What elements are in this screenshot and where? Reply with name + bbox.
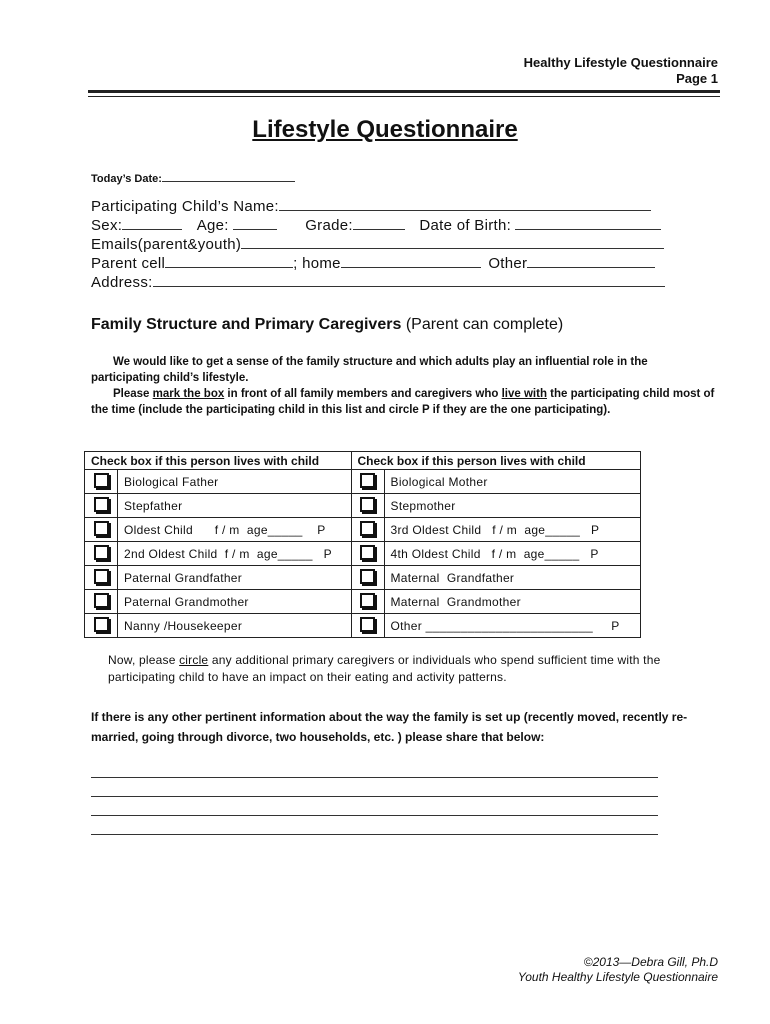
child-name-input[interactable]	[279, 197, 651, 211]
answer-line-1[interactable]	[91, 777, 658, 778]
parent-cell-input[interactable]	[165, 254, 293, 268]
circle-text-b: any additional primary caregivers or individuals who spend sufficient time with the participating child to have an impact on their eating and activity patterns.	[108, 653, 661, 684]
other-phone-label: Other	[488, 255, 528, 272]
checkbox-3rd-oldest-child[interactable]	[360, 521, 375, 536]
intro-paragraph-1	[91, 354, 716, 386]
label-paternal-grandmother: Paternal Grandmother	[118, 590, 352, 614]
todays-date-row	[91, 168, 295, 185]
checkbox-maternal-grandmother[interactable]	[360, 593, 375, 608]
other-info-prompt: If there is any other pertinent information about the way the family is set up (recently moved, recently re-married, going through divorce, two households, etc. ) please share that below:	[91, 710, 688, 744]
table-row	[85, 614, 641, 638]
age-label: Age:	[196, 217, 229, 234]
address-label: Address:	[91, 274, 153, 291]
child-name-label: Participating Child’s Name:	[91, 198, 279, 215]
emails-label: Emails(parent&youth)	[91, 236, 242, 253]
label-2nd-oldest-child: 2nd Oldest Child f / m age_____ P	[118, 542, 352, 566]
circle-text-circle: circle	[179, 653, 209, 667]
intro-text-2-live-with: live with	[501, 388, 547, 400]
demographics-row	[91, 216, 661, 235]
caregiver-table	[84, 451, 641, 638]
checkbox-stepfather[interactable]	[94, 497, 109, 512]
intro-text-2b: in front of all family members and caregivers who	[224, 388, 502, 400]
section-note: (Parent can complete)	[405, 316, 564, 333]
grade-input[interactable]	[353, 216, 405, 230]
other-phone-input[interactable]	[527, 254, 655, 268]
home-input[interactable]	[341, 254, 481, 268]
grade-label: Grade:	[305, 217, 353, 234]
intro-text-2c: the participating child most of the time (include the participating child in this list and circle P if they are the one participating).	[91, 388, 715, 416]
child-name-row	[91, 197, 651, 216]
intro-paragraph-2	[91, 386, 716, 418]
intro-text-2a: Please	[113, 388, 153, 400]
checkbox-oldest-child[interactable]	[94, 521, 109, 536]
checkbox-biological-father[interactable]	[94, 473, 109, 488]
section-title: Family Structure and Primary Caregivers	[91, 316, 402, 333]
checkbox-stepmother[interactable]	[360, 497, 375, 512]
todays-date-label: Today’s Date:	[91, 173, 162, 185]
header-title: Healthy Lifestyle Questionnaire	[523, 55, 718, 70]
label-biological-mother: Biological Mother	[384, 470, 640, 494]
label-nanny-housekeeper: Nanny /Housekeeper	[118, 614, 352, 638]
emails-row	[91, 235, 664, 254]
header-rule-thin	[88, 96, 720, 97]
dob-label: Date of Birth:	[419, 217, 512, 234]
table-row	[85, 542, 641, 566]
checkbox-biological-mother[interactable]	[360, 473, 375, 488]
circle-instruction	[108, 652, 718, 686]
right-column-header: Check box if this person lives with child	[351, 452, 640, 470]
label-maternal-grandfather: Maternal Grandfather	[384, 566, 640, 590]
header-page: Page 1	[676, 71, 718, 86]
age-input[interactable]	[233, 216, 277, 230]
dob-input[interactable]	[515, 216, 661, 230]
checkbox-4th-oldest-child[interactable]	[360, 545, 375, 560]
label-biological-father: Biological Father	[118, 470, 352, 494]
intro-text-1: We would like to get a sense of the family structure and which adults play an influential role in the participating child’s lifestyle.	[91, 356, 648, 384]
checkbox-2nd-oldest-child[interactable]	[94, 545, 109, 560]
checkbox-maternal-grandfather[interactable]	[360, 569, 375, 584]
home-label: ; home	[293, 255, 341, 272]
checkbox-paternal-grandmother[interactable]	[94, 593, 109, 608]
label-oldest-child: Oldest Child f / m age_____ P	[118, 518, 352, 542]
header-rule-thick	[88, 90, 720, 93]
address-row	[91, 273, 665, 292]
todays-date-input[interactable]	[162, 168, 295, 182]
circle-text-a: Now, please	[108, 653, 180, 667]
footer-copyright: ©2013—Debra Gill, Ph.D	[583, 955, 718, 969]
page-title: Lifestyle Questionnaire	[252, 116, 518, 143]
checkbox-nanny-housekeeper[interactable]	[94, 617, 109, 632]
label-3rd-oldest-child: 3rd Oldest Child f / m age_____ P	[384, 518, 640, 542]
table-row	[85, 494, 641, 518]
checkbox-other-caregiver[interactable]	[360, 617, 375, 632]
address-input[interactable]	[153, 273, 665, 287]
label-stepmother: Stepmother	[384, 494, 640, 518]
table-row	[85, 566, 641, 590]
checkbox-paternal-grandfather[interactable]	[94, 569, 109, 584]
label-maternal-grandmother: Maternal Grandmother	[384, 590, 640, 614]
phone-row	[91, 254, 655, 273]
left-column-header: Check box if this person lives with child	[85, 452, 352, 470]
answer-line-2[interactable]	[91, 796, 658, 797]
answer-line-4[interactable]	[91, 834, 658, 835]
sex-label: Sex:	[91, 217, 123, 234]
table-row	[85, 590, 641, 614]
table-row	[85, 470, 641, 494]
footer-doc-title: Youth Healthy Lifestyle Questionnaire	[517, 970, 718, 984]
parent-cell-label: Parent cell	[91, 255, 166, 272]
label-other-caregiver: Other ________________________ P	[384, 614, 640, 638]
table-row	[85, 518, 641, 542]
intro-text-2-mark-box: mark the box	[152, 388, 225, 400]
answer-line-3[interactable]	[91, 815, 658, 816]
sex-input[interactable]	[122, 216, 182, 230]
label-stepfather: Stepfather	[118, 494, 352, 518]
emails-input[interactable]	[241, 235, 664, 249]
section-heading	[91, 316, 563, 334]
label-4th-oldest-child: 4th Oldest Child f / m age_____ P	[384, 542, 640, 566]
caregiver-table-header	[85, 452, 641, 470]
label-paternal-grandfather: Paternal Grandfather	[118, 566, 352, 590]
